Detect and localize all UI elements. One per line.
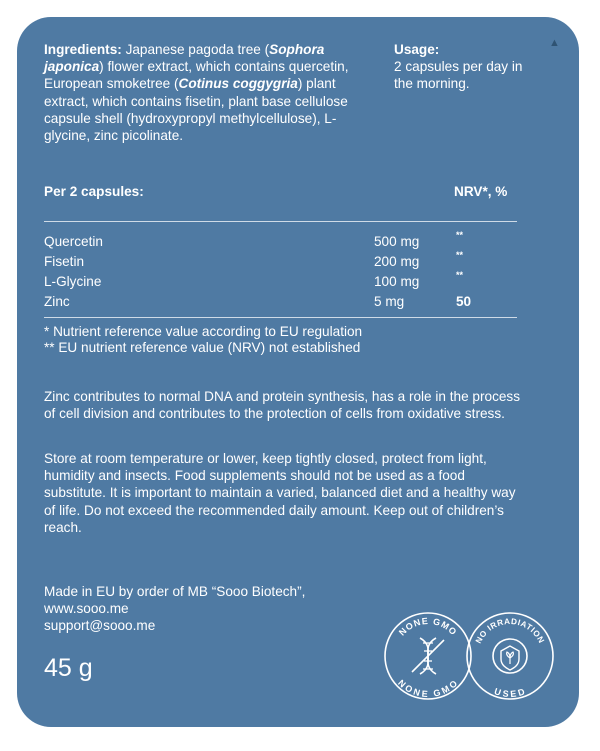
gmo-bottom-text: NONE GMO <box>396 677 460 700</box>
irradiation-bottom-text: USED <box>493 686 527 700</box>
usage-block <box>394 41 544 93</box>
nutrient-amount: 100 mg <box>374 274 420 289</box>
footnote-no-nrv: ** EU nutrient reference value (NRV) not established <box>44 340 361 355</box>
shield-plant-icon <box>464 610 556 702</box>
nutrient-amount: 500 mg <box>374 234 420 249</box>
ingredients-block <box>44 41 354 144</box>
nutrient-nrv: ** <box>456 270 464 280</box>
ingredients-cotinus: Cotinus coggygria <box>178 76 298 92</box>
corner-mark-icon: ▲ <box>549 37 560 49</box>
nrv-label: NRV*, % <box>454 184 508 199</box>
ingredients-text-2: ) flower extract, which contains quercetin, European smoketree ( <box>44 59 349 92</box>
zinc-claim: Zinc contributes to normal DNA and protein synthesis, has a role in the process of cell division and contributes to the protection of cells from oxidative stress. <box>44 389 521 422</box>
usage-text: 2 capsules per day in the morning. <box>394 59 523 92</box>
svg-text:USED <box>493 686 527 699</box>
net-weight: 45 g <box>44 654 93 682</box>
dna-icon <box>382 610 474 702</box>
nutrient-name: Zinc <box>44 294 70 309</box>
ingredients-text-3: ) plant extract, which contains fisetin, plant base cellulose capsule shell (hydroxypropyl methylcellulose), L-glycine, zinc picolinate. <box>44 76 348 144</box>
nutrition-header <box>44 184 517 199</box>
ingredients-text-1: Japanese pagoda tree ( <box>121 42 270 57</box>
ingredients-label: Ingredients: <box>44 42 122 57</box>
nutrient-amount: 200 mg <box>374 254 420 269</box>
svg-text:NONE GMO <box>396 678 460 699</box>
usage-title: Usage: <box>394 42 440 57</box>
nutrient-nrv: 50 <box>456 294 472 309</box>
website-link[interactable]: www.sooo.me <box>44 601 129 617</box>
nutrient-name: Fisetin <box>44 254 85 269</box>
none-gmo-badge <box>382 610 474 702</box>
nutrient-nrv: ** <box>456 250 464 260</box>
per-capsules-label: Per 2 capsules: <box>44 184 144 199</box>
manufacturer-text: Made in EU by order of MB “Sooo Biotech”, <box>44 584 306 599</box>
table-row <box>44 250 517 274</box>
nutrient-nrv: ** <box>456 230 464 240</box>
nutrient-amount: 5 mg <box>374 294 405 309</box>
footnote-nrv: * Nutrient reference value according to EU regulation <box>44 324 363 339</box>
table-row <box>44 230 517 254</box>
gmo-top-text: NONE GMO <box>396 615 460 638</box>
footnotes <box>44 324 524 356</box>
no-irradiation-badge <box>464 610 556 702</box>
irradiation-top-text: NO IRRADIATION <box>473 616 547 645</box>
nutrient-name: L-Glycine <box>44 274 102 289</box>
table-row <box>44 294 517 314</box>
table-row <box>44 270 517 294</box>
storage-warnings: Store at room temperature or lower, keep tightly closed, protect from light, humidity and insects. Food supplements should not be used as a food substitute. It is important to maintain a varied, balanced diet and a healthy way of life. Do not exceed the recommended daily amount. Keep out of children’s reach. <box>44 451 516 535</box>
contact-block <box>44 583 305 635</box>
email-link[interactable]: support@sooo.me <box>44 618 156 634</box>
table-bottom-divider <box>44 317 517 318</box>
ingredients-sophora: Sophora japonica <box>44 42 325 75</box>
table-top-divider <box>44 221 517 222</box>
nutrient-name: Quercetin <box>44 234 103 249</box>
